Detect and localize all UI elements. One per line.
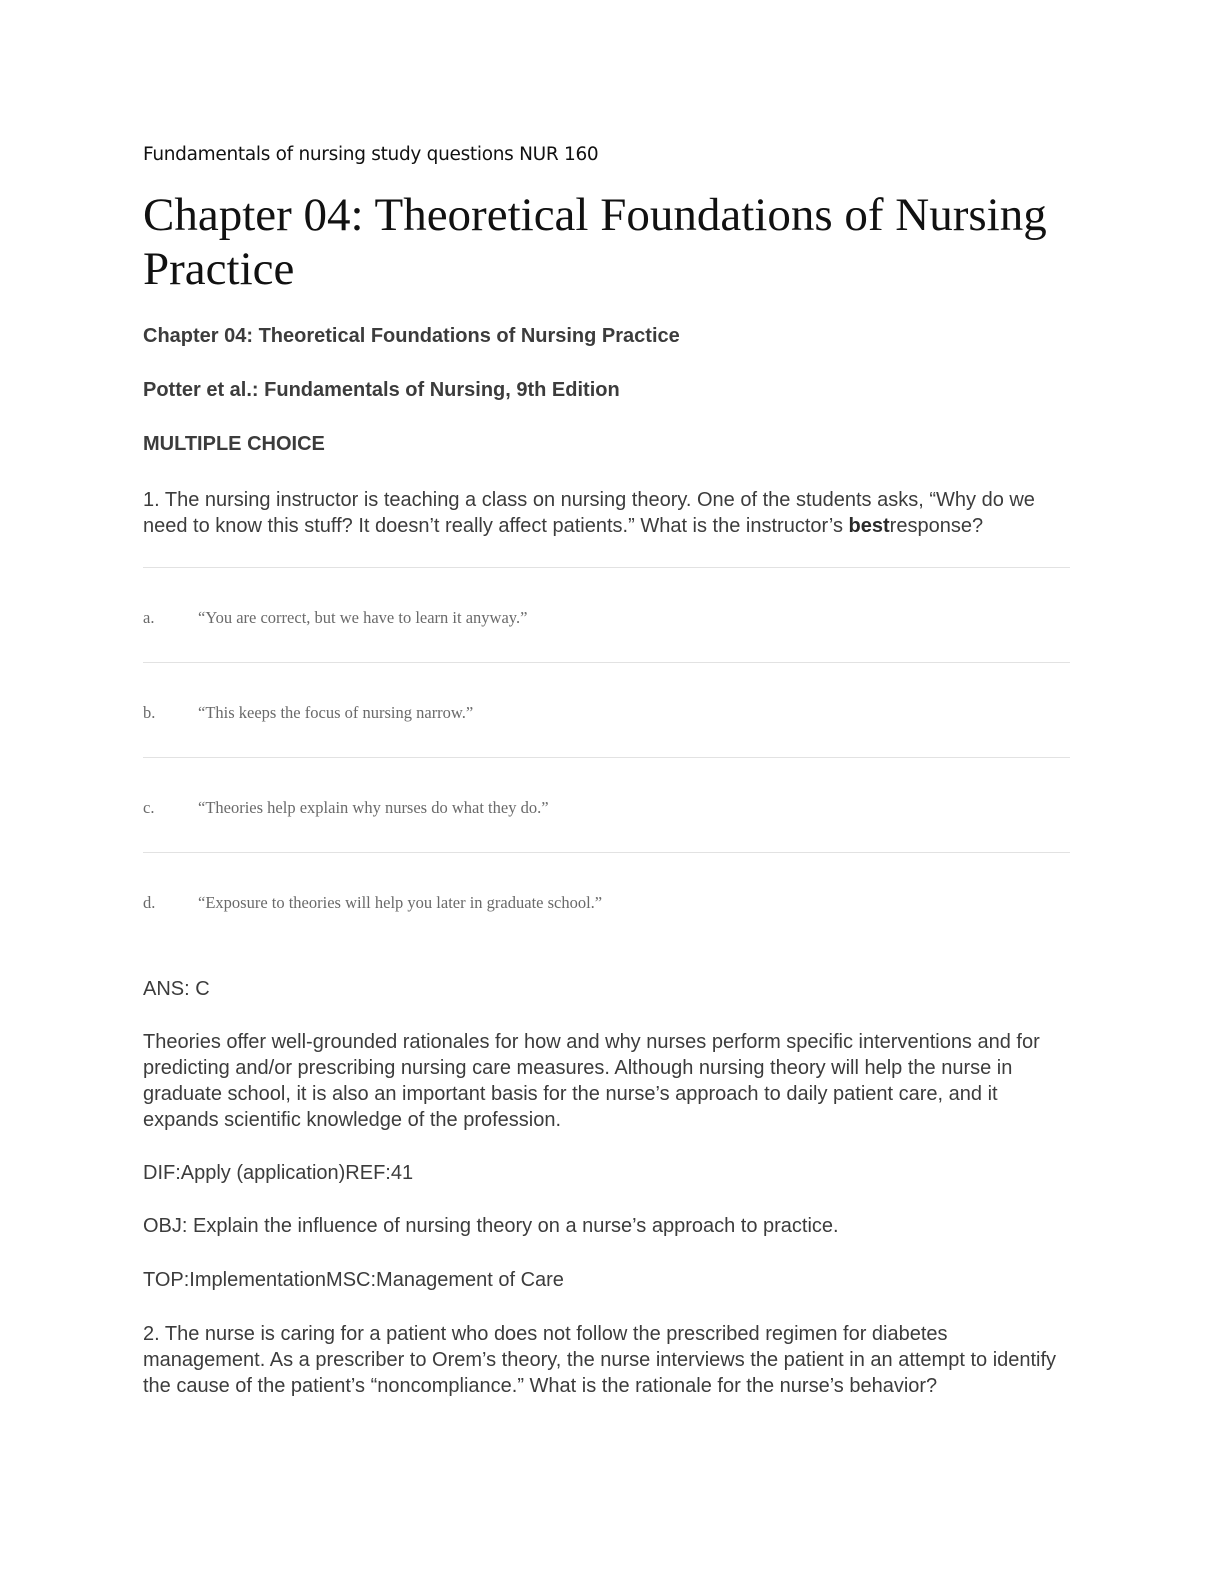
choice-text: “Theories help explain why nurses do what they do.”: [198, 798, 549, 817]
choice-text: “This keeps the focus of nursing narrow.”: [198, 703, 474, 722]
topic-category: TOP:ImplementationMSC:Management of Care: [143, 1269, 564, 1291]
choice-c: [143, 757, 1070, 852]
choice-d: [143, 852, 1070, 947]
course-line: Fundamentals of nursing study questions NUR 160: [143, 144, 599, 165]
chapter-subheading: Chapter 04: Theoretical Foundations of Nursing Practice: [143, 325, 680, 347]
question-1-stem: [143, 487, 1070, 539]
objective-line: OBJ: Explain the influence of nursing theory on a nurse’s approach to practice.: [143, 1215, 839, 1237]
choice-a: [143, 567, 1070, 662]
difficulty-reference: DIF:Apply (application)REF:41: [143, 1162, 414, 1184]
choice-letter: d.: [143, 893, 156, 912]
rationale-paragraph: Theories offer well-grounded rationales for how and why nurses perform specific interventions and for predicting and/or prescribing nursing care measures. Although nursing theory will help the nurse in graduate school, it is also an important basis for the nurse’s approach to daily patient care, and it expands scientific knowledge of the profession.: [143, 1031, 1040, 1131]
choice-text: “Exposure to theories will help you later in graduate school.”: [198, 893, 603, 912]
question-1-stem-start: 1. The nursing instructor is teaching a class on nursing theory. One of the students asks, “Why do we need to know this stuff? It doesn’t really affect patients.” What is the instructor’s: [143, 489, 1035, 537]
choice-text: “You are correct, but we have to learn it anyway.”: [198, 608, 528, 627]
question-1-stem-end: response?: [889, 515, 984, 537]
section-heading: MULTIPLE CHOICE: [143, 433, 325, 455]
choice-letter: b.: [143, 703, 156, 722]
question-1-choices: [143, 567, 1070, 947]
answer-line: ANS: C: [143, 978, 210, 1000]
book-subheading: Potter et al.: Fundamentals of Nursing, 9th Edition: [143, 379, 620, 401]
choice-letter: c.: [143, 798, 155, 817]
choice-letter: a.: [143, 608, 155, 627]
chapter-title: Chapter 04: Theoretical Foundations of Nursing Practice: [143, 189, 1047, 295]
question-1-stem-emphasis: best: [848, 515, 890, 537]
choice-b: [143, 662, 1070, 757]
question-2-stem: 2. The nurse is caring for a patient who does not follow the prescribed regimen for diabetes management. As a prescriber to Orem’s theory, the nurse interviews the patient in an attempt to identify the cause of the patient’s “noncompliance.” What is the rationale for the nurse’s behavior?: [143, 1323, 1057, 1397]
